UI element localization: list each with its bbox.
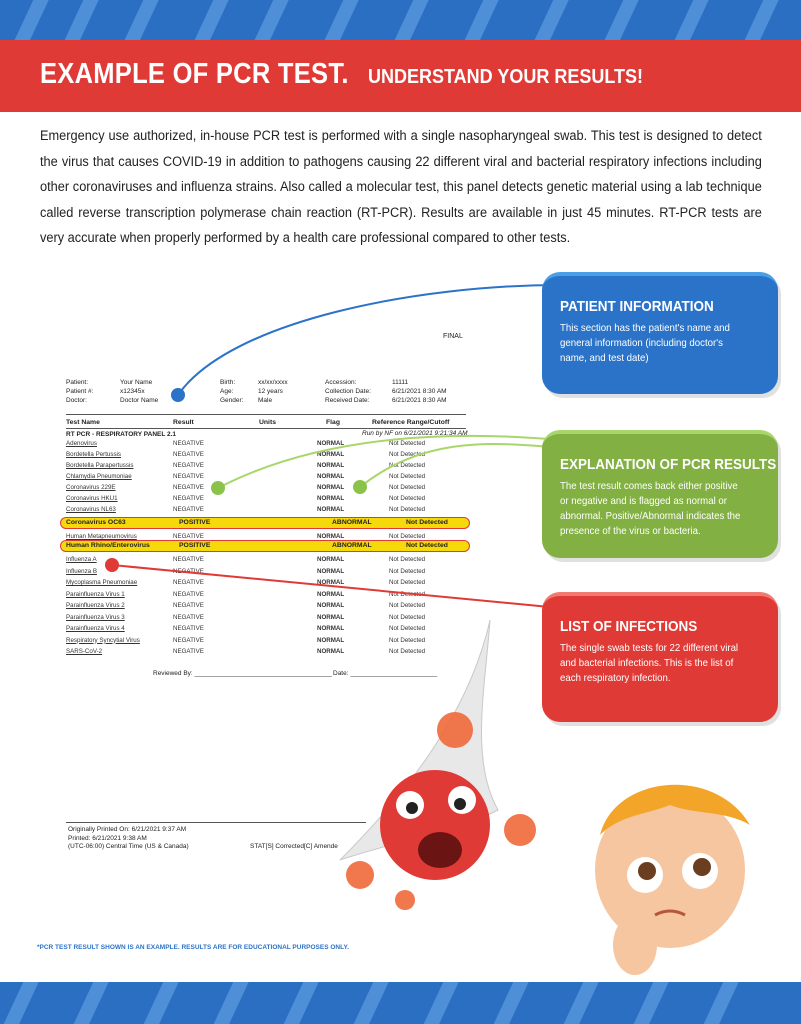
cell-name: Bordetella Pertussis [66,451,122,458]
cell-result: NEGATIVE [173,602,204,609]
cell-flag: NORMAL [317,440,345,447]
cell-flag: NORMAL [317,602,345,609]
panel-name: RT PCR - RESPIRATORY PANEL 2.1 [66,431,177,438]
cell-ref: Not Detected [389,579,426,586]
cell-name: Parainfluenza Virus 1 [66,590,125,598]
accession-labels: Accession: Collection Date: Received Date: [325,379,371,404]
report-status: FINAL [443,333,463,340]
cell-name: Parainfluenza Virus 4 [66,625,125,632]
demo-labels: Birth: Age: Gender: [220,379,244,404]
cell-ref: Not Detected [389,567,426,575]
cell-ref: Not Detected [389,462,426,469]
cell-flag: NORMAL [317,495,345,502]
stat-legend: STAT[S] Corrected[C] Amende [250,843,338,850]
cell-name: Adenovirus [66,440,97,447]
cell-flag: NORMAL [317,567,345,575]
cell-flag: NORMAL [317,462,345,469]
cell-name: SARS-CoV-2 [66,648,103,655]
cell-ref: Not Detected [389,556,426,563]
cell-result: NEGATIVE [173,484,204,491]
demo-values: xx/xx/xxxx 12 years Male [258,379,288,404]
cell-ref: Not Detected [389,636,426,644]
cell-flag: NORMAL [317,506,345,513]
cell-ref: Not Detected [389,648,426,655]
callout-body: This section has the patient's name and general information (including doctor's name, and test date) [560,322,730,364]
cell-ref: Not Detected [389,451,426,458]
review-date: Date: ________________________ [333,670,438,677]
cell-flag: NORMAL [317,613,345,621]
footnote: *PCR TEST RESULT SHOWN IS AN EXAMPLE. RESULTS ARE FOR EDUCATIONAL PURPOSES ONLY. [37,944,349,951]
col-units: Units [259,419,276,426]
cell-ref: Not Detected [389,495,426,502]
cell-result: NEGATIVE [173,636,204,644]
callout-body: The single swab tests for 22 different viral and bacterial infections. This is the list of each respiratory infection. [560,642,739,684]
cell-name: Respiratory Syncytial Virus [66,636,140,644]
accession-values: 11111 6/21/2021 8:30 AM 6/21/2021 8:30 AM [392,379,447,404]
col-reference: Reference Range/Cutoff [372,419,450,426]
cell-name: Chlamydia Pneumoniae [66,473,132,480]
callout-patient-information [542,272,778,394]
intro-paragraph: Emergency use authorized, in-house PCR test is performed with a single nasopharyngeal swab. This test is designed to detect the virus that causes COVID-19 in addition to pathogens causing 22 different viral and bacterial respiratory infections including other coronaviruses and influenza strains. Also called a molecular test, this panel detects genetic material using a lab technique called reverse transcription polymerase chain reaction (RT-PCR). Results are available in just 45 minutes. RT-PCR tests are very accurate when properly performed by a health care professional compared to other tests. [40,128,762,246]
cell-name: Coronavirus 229E [66,484,116,491]
callout-title: EXPLANATION OF PCR RESULTS [560,456,777,473]
cell-result: NEGATIVE [173,451,204,458]
cell-name: Mycoplasma Pneumoniae [66,579,138,586]
cell-flag: NORMAL [317,636,345,644]
col-test-name: Test Name [66,419,100,426]
cell-ref: Not Detected [389,506,426,513]
cell-name: Influenza B [66,567,97,575]
print-info: Originally Printed On: 6/21/2021 9:37 AM Printed: 6/21/2021 9:38 AM (UTC-06:00) Central Time (US & Canada) [68,826,189,850]
cell-flag: NORMAL [317,473,345,480]
cell-result: NEGATIVE [173,495,204,502]
cell-name: Bordetella Parapertussis [66,462,134,469]
cell-result: NEGATIVE [173,440,204,447]
page-title: EXAMPLE OF PCR TEST. [40,58,349,90]
cell-flag: NORMAL [317,556,345,563]
bottom-ray-band [0,982,801,1024]
cell-flag: NORMAL [317,579,345,586]
table-row: Human Metapneumovirus NEGATIVE NORMAL Not Detected [66,533,426,540]
cell-result: NEGATIVE [173,473,204,480]
patient-labels: Patient: Patient #: Doctor: [66,379,94,404]
cell-ref: Not Detected [389,590,426,598]
cell-flag: NORMAL [317,648,345,655]
patient-values: Your Name x12345x Doctor Name [120,379,159,404]
cell-result: NEGATIVE [173,556,204,563]
cell-result: NEGATIVE [173,590,204,598]
cell-ref: Not Detected [389,440,426,447]
cell-ref: Not Detected [389,484,426,491]
callout-title: PATIENT INFORMATION [560,298,714,315]
cell-result: NEGATIVE [173,648,204,655]
cell-flag: NORMAL [317,484,345,491]
cell-name: Coronavirus NL63 [66,506,116,513]
callout-title: LIST OF INFECTIONS [560,618,698,635]
page-subtitle: UNDERSTAND YOUR RESULTS! [368,66,644,88]
cell-flag: NORMAL [317,625,345,632]
cell-result: NEGATIVE [173,613,204,621]
cell-result: NEGATIVE [173,506,204,513]
cell-result: NEGATIVE [173,579,204,586]
cell-name: Parainfluenza Virus 3 [66,613,125,621]
cell-flag: NORMAL [317,451,345,458]
cell-result: NEGATIVE [173,462,204,469]
cell-ref: Not Detected [389,625,426,632]
cell-name: Parainfluenza Virus 2 [66,602,125,609]
col-result: Result [173,419,194,426]
cell-name: Influenza A [66,556,97,563]
col-flag: Flag [326,419,340,426]
cell-result: NEGATIVE [173,625,204,632]
callout-explanation [542,430,778,558]
reviewed-by: Reviewed By: ______________________________________ [153,670,332,677]
cell-ref: Not Detected [389,602,426,609]
cell-result: NEGATIVE [173,567,204,575]
cell-name: Coronavirus HKU1 [66,495,118,502]
callout-body: The test result comes back either positive or negative and is flagged as normal or abnormal. Positive/Abnormal indicates the presence of the virus or bacteria. [560,480,741,537]
run-by: Run by NF on 6/21/2021 9:21:34 AM [362,430,468,437]
cell-ref: Not Detected [389,613,426,621]
cell-flag: NORMAL [317,590,345,598]
callout-list-of-infections [542,592,778,722]
cell-ref: Not Detected [389,473,426,480]
